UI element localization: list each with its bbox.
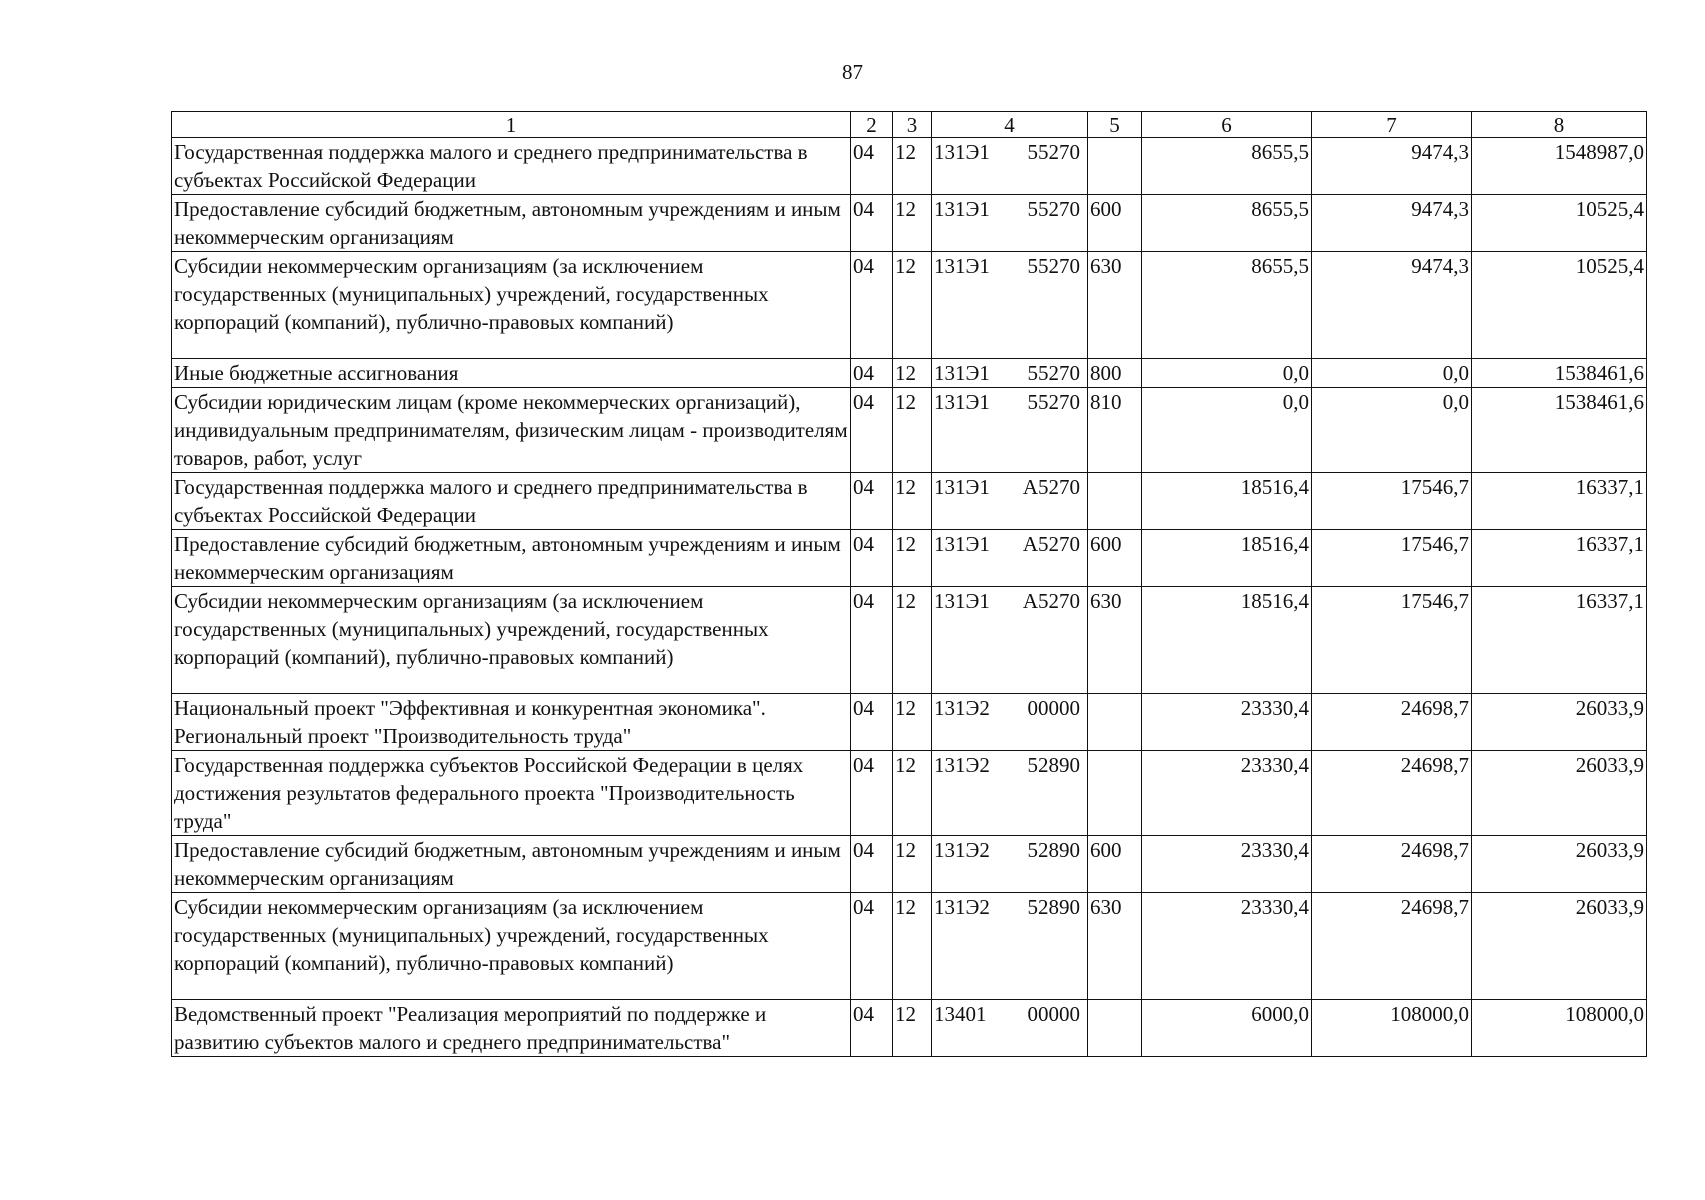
column-number: 3 [893,112,932,138]
row-name: Государственная поддержка субъектов Российской Федерации в целях достижения результатов федерального проекта "Производительность труда" [172,751,851,836]
direction-code: 55270 [1027,254,1080,278]
amount-year-3: 1538461,6 [1472,359,1647,388]
expense-type-code [1088,751,1142,836]
amount-year-3: 10525,4 [1472,252,1647,359]
direction-code: 55270 [1027,140,1080,164]
amount-year-1: 8655,5 [1142,252,1312,359]
row-name: Предоставление субсидий бюджетным, автономным учреждениям и иным некоммерческим организациям [172,836,851,893]
amount-year-2: 9474,3 [1312,195,1472,252]
expense-type-code [1088,694,1142,751]
program-code: 131Э2 [934,753,990,777]
program-code: 13401 [934,1002,987,1026]
subsection-code: 12 [893,388,932,473]
amount-year-1: 18516,4 [1142,587,1312,694]
section-code: 04 [851,195,893,252]
table-row [172,359,1647,388]
amount-year-3: 26033,9 [1472,836,1647,893]
table-row [172,751,1647,836]
target-article-code [932,836,1088,893]
target-article-code [932,694,1088,751]
program-code: 131Э1 [934,140,990,164]
direction-code: 52890 [1027,895,1080,919]
expense-type-code: 600 [1088,836,1142,893]
amount-year-2: 108000,0 [1312,1000,1472,1057]
row-name: Субсидии некоммерческим организациям (за исключением государственных (муниципальных) учреждений, государственных корпораций (компаний), публично-правовых компаний) [172,587,851,694]
expense-type-code [1088,1000,1142,1057]
row-name: Государственная поддержка малого и среднего предпринимательства в субъектах Российской Федерации [172,138,851,195]
program-code: 131Э1 [934,254,990,278]
program-code: 131Э1 [934,197,990,221]
direction-code: 55270 [1027,361,1080,385]
subsection-code: 12 [893,530,932,587]
table-row [172,836,1647,893]
column-number: 7 [1312,112,1472,138]
amount-year-2: 0,0 [1312,359,1472,388]
target-article-code [932,751,1088,836]
amount-year-3: 26033,9 [1472,893,1647,1000]
page-number: 87 [842,60,863,84]
section-code: 04 [851,1000,893,1057]
amount-year-2: 24698,7 [1312,694,1472,751]
column-number: 5 [1088,112,1142,138]
program-code: 131Э1 [934,475,990,499]
target-article-code [932,138,1088,195]
subsection-code: 12 [893,751,932,836]
amount-year-2: 17546,7 [1312,530,1472,587]
column-number-row [172,112,1647,138]
amount-year-3: 26033,9 [1472,751,1647,836]
table-row [172,694,1647,751]
amount-year-2: 24698,7 [1312,836,1472,893]
amount-year-3: 16337,1 [1472,587,1647,694]
column-number: 4 [932,112,1088,138]
direction-code: 55270 [1027,390,1080,414]
row-name: Государственная поддержка малого и среднего предпринимательства в субъектах Российской Федерации [172,473,851,530]
target-article-code [932,893,1088,1000]
table-row [172,587,1647,694]
row-name: Предоставление субсидий бюджетным, автономным учреждениям и иным некоммерческим организациям [172,195,851,252]
amount-year-1: 0,0 [1142,359,1312,388]
section-code: 04 [851,587,893,694]
program-code: 131Э1 [934,532,990,556]
budget-table [171,111,1647,1057]
subsection-code: 12 [893,694,932,751]
table-row [172,388,1647,473]
expense-type-code: 630 [1088,252,1142,359]
table-row [172,893,1647,1000]
row-name: Субсидии некоммерческим организациям (за исключением государственных (муниципальных) учреждений, государственных корпораций (компаний), публично-правовых компаний) [172,252,851,359]
section-code: 04 [851,893,893,1000]
expense-type-code: 600 [1088,195,1142,252]
section-code: 04 [851,836,893,893]
section-code: 04 [851,388,893,473]
amount-year-1: 8655,5 [1142,195,1312,252]
direction-code: А5270 [1022,532,1080,556]
amount-year-3: 10525,4 [1472,195,1647,252]
expense-type-code [1088,138,1142,195]
table-row [172,195,1647,252]
subsection-code: 12 [893,195,932,252]
direction-code: А5270 [1022,589,1080,613]
amount-year-3: 1548987,0 [1472,138,1647,195]
table-row [172,1000,1647,1057]
amount-year-1: 6000,0 [1142,1000,1312,1057]
expense-type-code [1088,473,1142,530]
program-code: 131Э1 [934,589,990,613]
amount-year-1: 23330,4 [1142,751,1312,836]
column-number: 2 [851,112,893,138]
amount-year-1: 18516,4 [1142,530,1312,587]
section-code: 04 [851,138,893,195]
table-row [172,138,1647,195]
amount-year-1: 8655,5 [1142,138,1312,195]
subsection-code: 12 [893,138,932,195]
amount-year-1: 0,0 [1142,388,1312,473]
amount-year-1: 18516,4 [1142,473,1312,530]
row-name: Субсидии некоммерческим организациям (за исключением государственных (муниципальных) учреждений, государственных корпораций (компаний), публично-правовых компаний) [172,893,851,1000]
program-code: 131Э1 [934,361,990,385]
direction-code: 52890 [1027,838,1080,862]
section-code: 04 [851,751,893,836]
amount-year-3: 26033,9 [1472,694,1647,751]
expense-type-code: 630 [1088,893,1142,1000]
expense-type-code: 630 [1088,587,1142,694]
program-code: 131Э2 [934,838,990,862]
section-code: 04 [851,694,893,751]
table-row [172,252,1647,359]
amount-year-3: 16337,1 [1472,530,1647,587]
row-name: Ведомственный проект "Реализация мероприятий по поддержке и развитию субъектов малого и среднего предпринимательства" [172,1000,851,1057]
table-body [172,112,1647,1057]
direction-code: 55270 [1027,197,1080,221]
amount-year-2: 0,0 [1312,388,1472,473]
target-article-code [932,530,1088,587]
column-number: 8 [1472,112,1647,138]
row-name: Национальный проект "Эффективная и конкурентная экономика". Региональный проект "Производительность труда" [172,694,851,751]
row-name: Иные бюджетные ассигнования [172,359,851,388]
amount-year-3: 1538461,6 [1472,388,1647,473]
column-number: 6 [1142,112,1312,138]
subsection-code: 12 [893,252,932,359]
expense-type-code: 800 [1088,359,1142,388]
amount-year-1: 23330,4 [1142,836,1312,893]
row-name: Предоставление субсидий бюджетным, автономным учреждениям и иным некоммерческим организациям [172,530,851,587]
amount-year-2: 24698,7 [1312,751,1472,836]
subsection-code: 12 [893,1000,932,1057]
amount-year-2: 24698,7 [1312,893,1472,1000]
target-article-code [932,388,1088,473]
table-row [172,473,1647,530]
subsection-code: 12 [893,587,932,694]
row-name: Субсидии юридическим лицам (кроме некоммерческих организаций), индивидуальным предпринимателям, физическим лицам - производителям товаров, работ, услуг [172,388,851,473]
amount-year-1: 23330,4 [1142,694,1312,751]
program-code: 131Э2 [934,696,990,720]
expense-type-code: 810 [1088,388,1142,473]
target-article-code [932,587,1088,694]
subsection-code: 12 [893,893,932,1000]
expense-type-code: 600 [1088,530,1142,587]
table-row [172,530,1647,587]
amount-year-1: 23330,4 [1142,893,1312,1000]
amount-year-3: 16337,1 [1472,473,1647,530]
program-code: 131Э2 [934,895,990,919]
section-code: 04 [851,252,893,359]
direction-code: 00000 [1027,1002,1080,1026]
amount-year-2: 17546,7 [1312,587,1472,694]
amount-year-2: 17546,7 [1312,473,1472,530]
subsection-code: 12 [893,836,932,893]
program-code: 131Э1 [934,390,990,414]
target-article-code [932,359,1088,388]
direction-code: 00000 [1027,696,1080,720]
section-code: 04 [851,473,893,530]
column-number: 1 [172,112,851,138]
subsection-code: 12 [893,359,932,388]
amount-year-2: 9474,3 [1312,252,1472,359]
amount-year-3: 108000,0 [1472,1000,1647,1057]
direction-code: 52890 [1027,753,1080,777]
subsection-code: 12 [893,473,932,530]
section-code: 04 [851,530,893,587]
amount-year-2: 9474,3 [1312,138,1472,195]
target-article-code [932,195,1088,252]
target-article-code [932,1000,1088,1057]
direction-code: А5270 [1022,475,1080,499]
target-article-code [932,252,1088,359]
target-article-code [932,473,1088,530]
section-code: 04 [851,359,893,388]
